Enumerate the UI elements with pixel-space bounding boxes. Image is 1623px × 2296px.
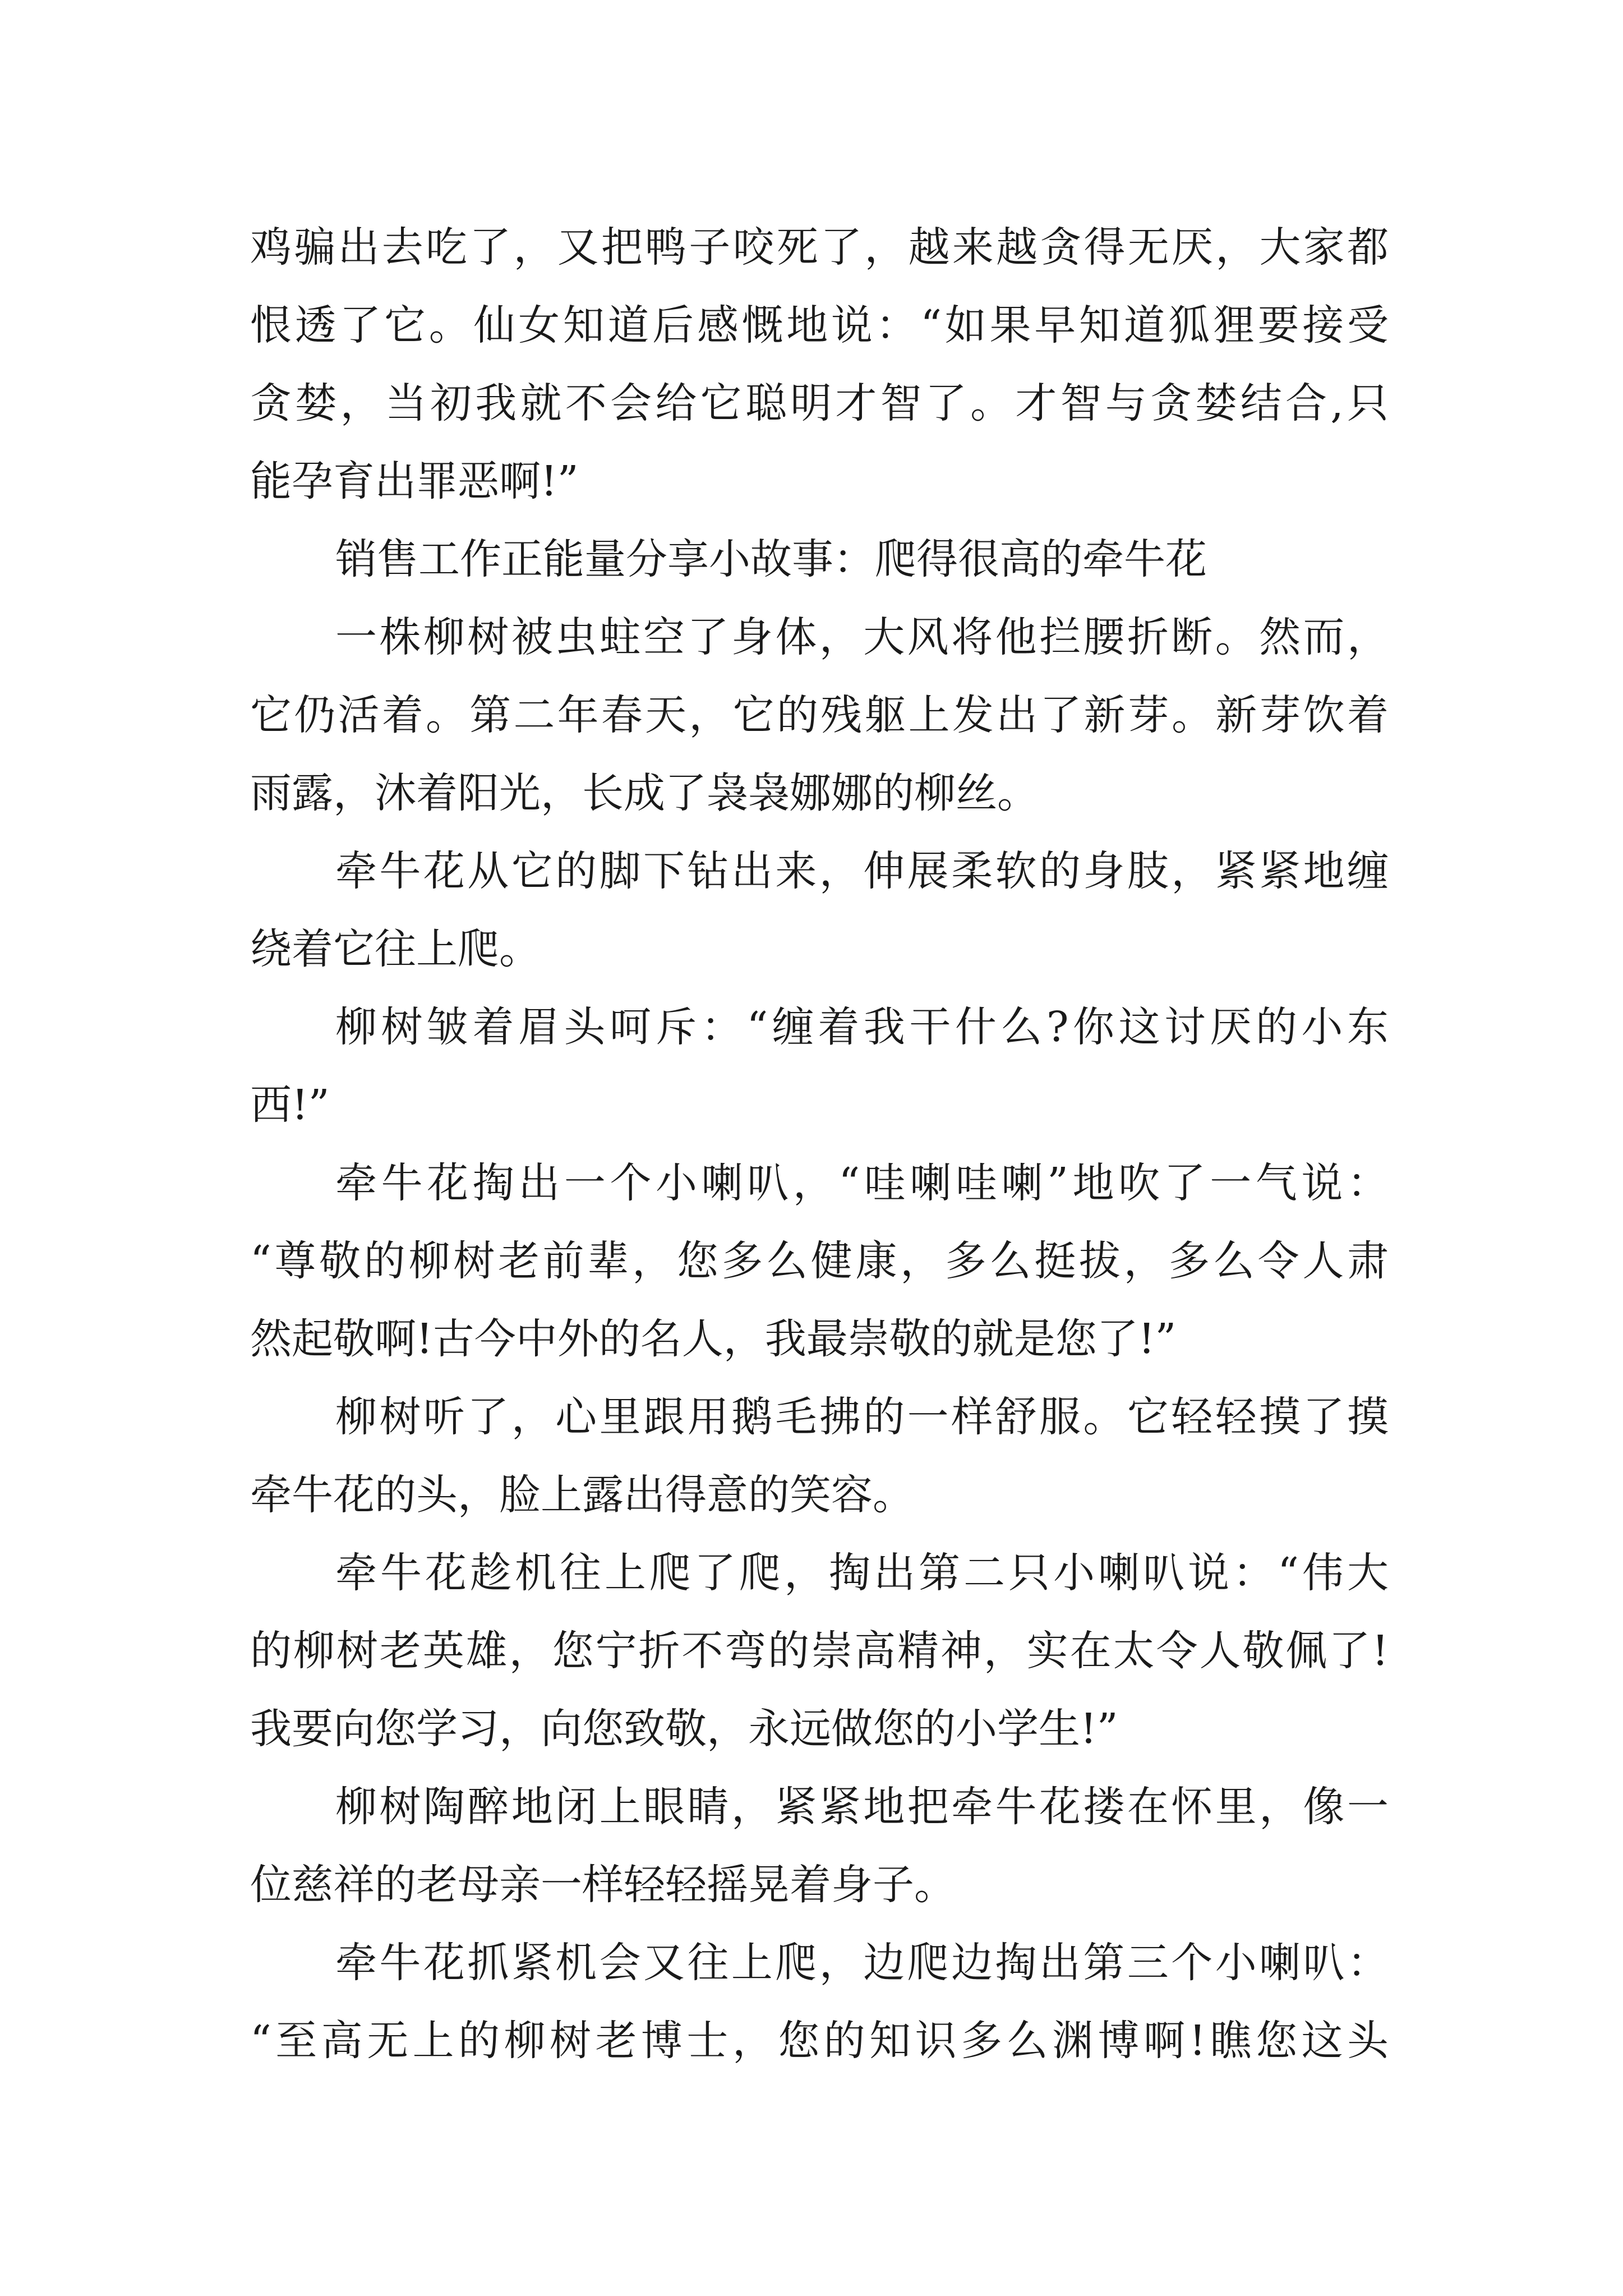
text-line: 雨露，沐着阳光，长成了袅袅娜娜的柳丝。 <box>250 769 1039 817</box>
text-line: 西!” <box>250 1081 330 1129</box>
text-line: 柳树听了，心里跟用鹅毛拂的一样舒服。它轻轻摸了摸 <box>335 1393 1389 1441</box>
text-line: 位慈祥的老母亲一样轻轻摇晃着身子。 <box>250 1861 956 1909</box>
text-line: 柳树陶醉地闭上眼睛，紧紧地把牵牛花搂在怀里，像一 <box>335 1783 1389 1831</box>
text-line: 鸡骗出去吃了，又把鸭子咬死了，越来越贪得无厌，大家都 <box>250 223 1389 272</box>
text-line: 一株柳树被虫蛀空了身体，大风将他拦腰折断。然而， <box>335 613 1389 661</box>
text-line: 我要向您学习，向您致敬，永远做您的小学生!” <box>250 1705 1118 1753</box>
text-line: 牵牛花趁机往上爬了爬，掏出第二只小喇叭说：“伟大 <box>335 1549 1389 1597</box>
text-line: 牵牛花从它的脚下钻出来，伸展柔软的身肢，紧紧地缠 <box>335 847 1389 895</box>
text-line: 能孕育出罪恶啊!” <box>250 457 579 505</box>
text-line: 牵牛花掏出一个小喇叭，“哇喇哇喇”地吹了一气说： <box>335 1159 1389 1207</box>
document-body <box>250 209 1389 2080</box>
text-line: 恨透了它。仙女知道后感慨地说：“如果早知道狐狸要接受 <box>250 301 1389 349</box>
text-line: 牵牛花抓紧机会又往上爬，边爬边掏出第三个小喇叭： <box>335 1939 1389 1987</box>
text-line: 销售工作正能量分享小故事：爬得很高的牵牛花 <box>335 535 1207 583</box>
text-line: 牵牛花的头，脸上露出得意的笑容。 <box>250 1471 914 1519</box>
text-line: 柳树皱着眉头呵斥：“缠着我干什么?你这讨厌的小东 <box>335 1003 1389 1051</box>
text-line: “至高无上的柳树老博士，您的知识多么渊博啊!瞧您这头 <box>250 2017 1389 2065</box>
text-line: 然起敬啊!古今中外的名人，我最崇敬的就是您了!” <box>250 1315 1177 1363</box>
text-line: 的柳树老英雄，您宁折不弯的崇高精神，实在太令人敬佩了! <box>250 1627 1389 1675</box>
text-line: 绕着它往上爬。 <box>250 925 541 973</box>
text-line: 贪婪，当初我就不会给它聪明才智了。才智与贪婪结合,只 <box>250 379 1389 427</box>
text-line: 它仍活着。第二年春天，它的残躯上发出了新芽。新芽饮着 <box>250 691 1389 739</box>
text-line: “尊敬的柳树老前辈，您多么健康，多么挺拔，多么令人肃 <box>250 1237 1389 1285</box>
